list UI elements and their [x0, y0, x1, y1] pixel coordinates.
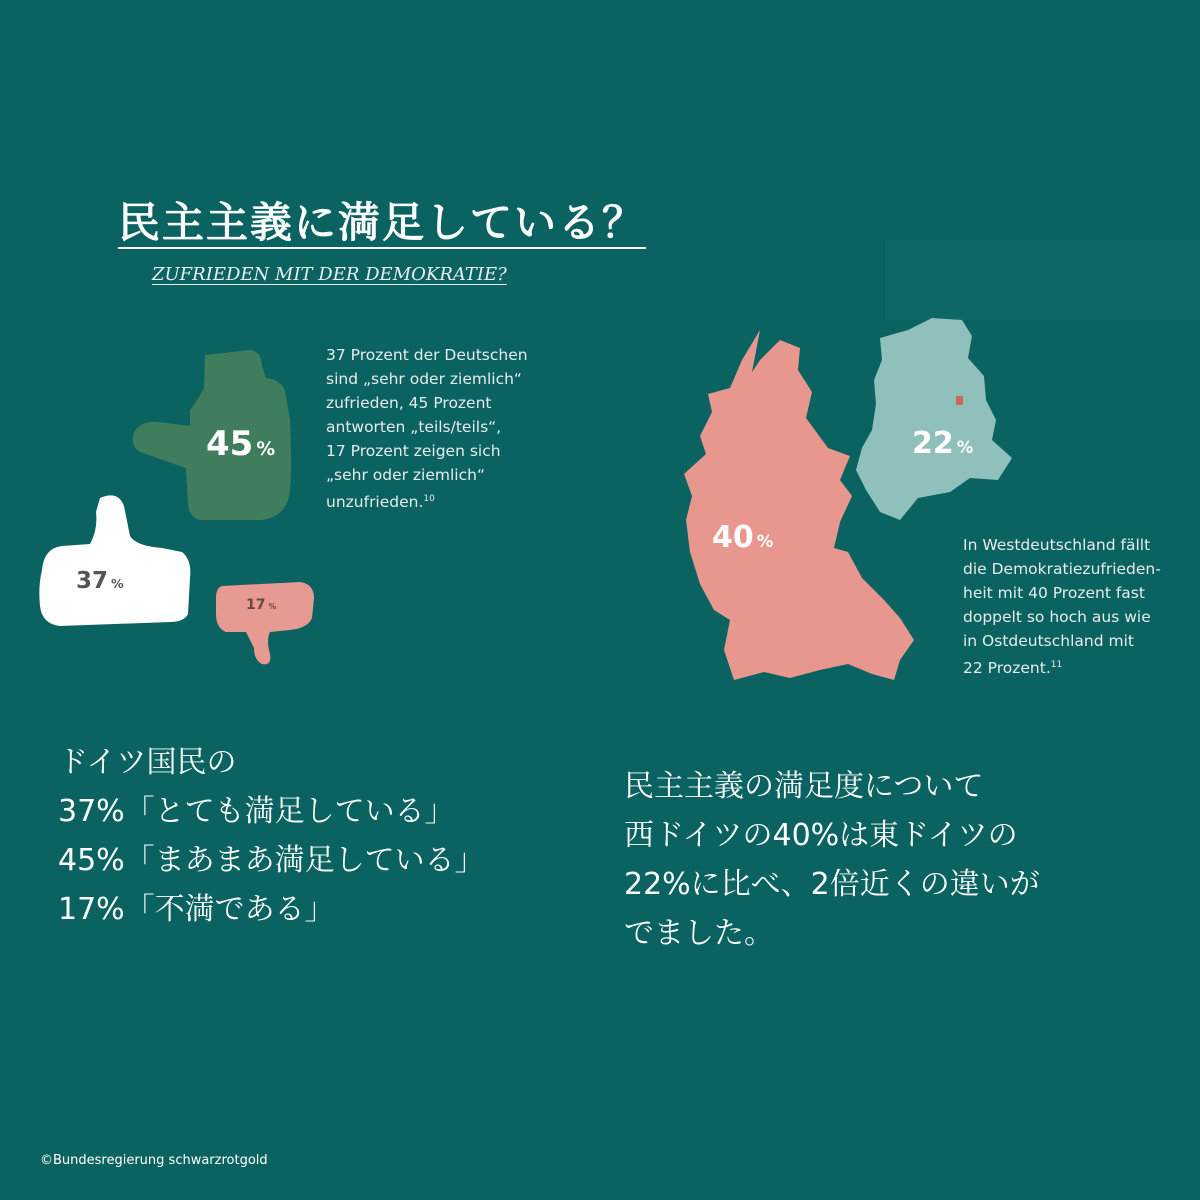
- left-description-de: [326, 343, 528, 514]
- jp-left-line: 17%「不満である」: [58, 892, 335, 927]
- right-text-line: die Demokratiezufrieden-: [963, 560, 1161, 578]
- satisfied-unit: %: [111, 576, 124, 591]
- east-germany-map: [856, 318, 1012, 520]
- west-percent: [712, 520, 773, 555]
- west-value: 40: [712, 520, 754, 555]
- satisfied-value: 37: [76, 568, 109, 594]
- copyright-credit: ©Bundesregierung schwarzrotgold: [40, 1153, 268, 1168]
- thumbs-up-icon: [39, 495, 190, 626]
- berlin-marker: [956, 396, 963, 405]
- jp-summary-right: [624, 762, 1040, 958]
- jp-left-line: 45%「まあまあ満足している」: [58, 843, 485, 878]
- thumbs-down-icon: [216, 582, 314, 664]
- map-backdrop: [885, 240, 1200, 320]
- partly-value: 45: [206, 424, 254, 464]
- left-text-line: 17 Prozent zeigen sich: [326, 442, 501, 460]
- jp-right-line: 西ドイツの40%は東ドイツの: [624, 818, 1018, 853]
- east-value: 22: [912, 426, 954, 461]
- left-text-line: „sehr oder ziemlich“: [326, 466, 485, 484]
- jp-right-line: 22%に比べ、2倍近くの違いが: [624, 867, 1040, 902]
- partly-unit: %: [256, 439, 276, 460]
- right-text-line: in Ostdeutschland mit: [963, 632, 1134, 650]
- jp-left-line: ドイツ国民の: [58, 745, 237, 780]
- satisfied-percent: [76, 568, 124, 594]
- page-title: 民主主義に満足している？: [118, 198, 647, 247]
- left-text-line: 37 Prozent der Deutschen: [326, 346, 528, 364]
- footnote-ref: 10: [423, 494, 435, 504]
- jp-right-line: 民主主義の満足度について: [624, 769, 984, 804]
- right-description-de: [963, 533, 1161, 680]
- left-text-line: antworten „teils/teils“,: [326, 418, 502, 436]
- right-text-line: In Westdeutschland fällt: [963, 536, 1151, 554]
- dissatisfied-unit: %: [268, 602, 277, 611]
- jp-summary-left: [58, 738, 485, 934]
- dissatisfied-value: 17: [246, 597, 266, 613]
- right-text-line: 22 Prozent.: [963, 659, 1051, 678]
- left-text-line: sind „sehr oder ziemlich“: [326, 370, 522, 388]
- right-text-line: heit mit 40 Prozent fast: [963, 584, 1145, 602]
- right-text-line: doppelt so hoch aus wie: [963, 608, 1151, 626]
- east-unit: %: [956, 438, 974, 457]
- east-percent: [912, 426, 973, 461]
- left-text-line: zufrieden, 45 Prozent: [326, 394, 492, 412]
- left-text-line: unzufrieden.: [326, 493, 424, 512]
- jp-right-line: でました。: [624, 916, 774, 951]
- west-unit: %: [756, 532, 774, 551]
- page-subtitle: ZUFRIEDEN MIT DER DEMOKRATIE?: [152, 264, 507, 285]
- partly-satisfied-percent: [206, 424, 275, 464]
- footnote-ref: 11: [1050, 660, 1063, 670]
- dissatisfied-percent: [246, 597, 276, 613]
- jp-left-line: 37%「とても満足している」: [58, 794, 455, 829]
